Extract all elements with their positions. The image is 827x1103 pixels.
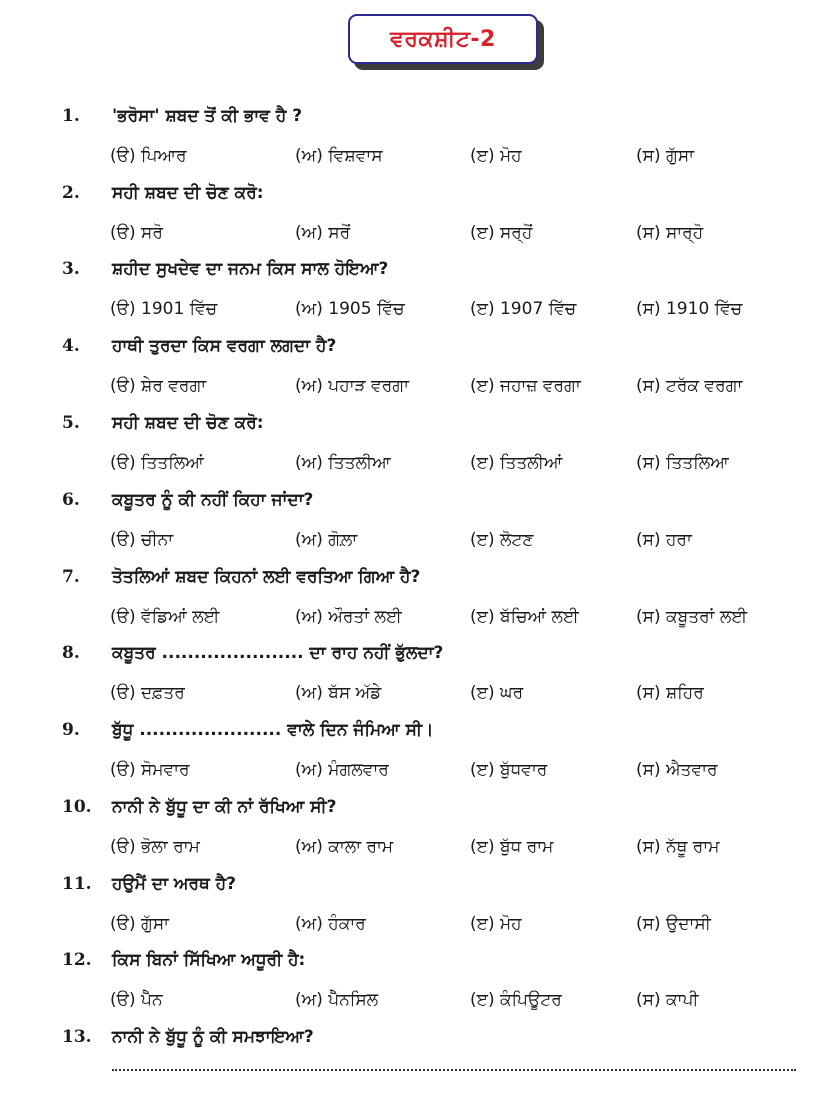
option-a: (ੳ) ਸ਼ੇਰ ਵਰਗਾ xyxy=(110,376,207,396)
title-badge-box xyxy=(348,14,538,64)
question-text: ਸਹੀ ਸ਼ਬਦ ਦੀ ਚੋਣ ਕਰੋ: xyxy=(112,183,264,203)
option-a: (ੳ) ਗੁੱਸਾ xyxy=(110,914,170,934)
question-number: 6. xyxy=(62,490,80,510)
worksheet-title-badge xyxy=(348,14,544,70)
question-text: ਸ਼ਹੀਦ ਸੁਖਦੇਵ ਦਾ ਜਨਮ ਕਿਸ ਸਾਲ ਹੋਇਆ? xyxy=(112,259,389,279)
option-c: (ੲ) ਘਰ xyxy=(470,683,524,703)
option-b: (ਅ) ਪੈੱਨਸਿਲ xyxy=(295,990,379,1010)
option-c: (ੲ) 1907 ਵਿੱਚ xyxy=(470,299,577,319)
option-d: (ਸ) ਨੱਥੂ ਰਾਮ xyxy=(636,837,720,857)
option-b: (ਅ) ਕਾਲਾ ਰਾਮ xyxy=(295,837,394,857)
question-text: ਹਉਮੈਂ ਦਾ ਅਰਥ ਹੈ? xyxy=(112,874,237,894)
question-text: ਕਬੂਤਰ ...................... ਦਾ ਰਾਹ ਨਹੀਂ ਭੁੱਲਦਾ? xyxy=(112,643,444,663)
question-number: 9. xyxy=(62,720,80,740)
question-item xyxy=(0,565,827,642)
question-item xyxy=(0,411,827,488)
question-number: 13. xyxy=(62,1027,92,1047)
question-number: 4. xyxy=(62,336,80,356)
question-item xyxy=(0,948,827,1025)
option-d: (ਸ) ਕਬੂਤਰਾਂ ਲਈ xyxy=(636,607,748,627)
question-item xyxy=(0,872,827,949)
question-item xyxy=(0,795,827,872)
option-b: (ਅ) ਵਿਸ਼ਵਾਸ xyxy=(295,146,383,166)
option-d: (ਸ) ਉਦਾਸੀ xyxy=(636,914,711,934)
option-c: (ੲ) ਬੁੱਧ ਰਾਮ xyxy=(470,837,554,857)
option-d: (ਸ) 1910 ਵਿੱਚ xyxy=(636,299,743,319)
option-d: (ਸ) ਟਰੱਕ ਵਰਗਾ xyxy=(636,376,743,396)
question-number: 8. xyxy=(62,643,80,663)
option-c: (ੲ) ਲੋਟਣ xyxy=(470,530,534,550)
question-item xyxy=(0,488,827,565)
option-a: (ੳ) ਵੱਡਿਆਂ ਲਈ xyxy=(110,607,220,627)
option-d: (ਸ) ਗੁੱਸਾ xyxy=(636,146,695,166)
option-c: (ੲ) ਤਿਤਲੀਆਂ xyxy=(470,453,563,473)
option-a: (ੳ) 1901 ਵਿੱਚ xyxy=(110,299,218,319)
option-b: (ਅ) ਗੋਲ਼ਾ xyxy=(295,530,358,550)
question-number: 1. xyxy=(62,106,80,126)
question-number: 10. xyxy=(62,797,92,817)
question-number: 2. xyxy=(62,183,80,203)
question-text: ਨਾਨੀ ਨੇ ਬੁੱਧੂ ਨੂੰ ਕੀ ਸਮਝਾਇਆ? xyxy=(112,1027,314,1047)
option-a: (ੳ) ਸੋਮਵਾਰ xyxy=(110,760,190,780)
question-item xyxy=(0,641,827,718)
question-number: 11. xyxy=(62,874,92,894)
option-a: (ੳ) ਤਿਤਲਿਆਂ xyxy=(110,453,204,473)
option-d: (ਸ) ਕਾਪੀ xyxy=(636,990,699,1010)
question-number: 3. xyxy=(62,259,80,279)
option-c: (ੲ) ਬੁੱਧਵਾਰ xyxy=(470,760,548,780)
option-b: (ਅ) ਔਰਤਾਂ ਲਈ xyxy=(295,607,402,627)
option-c: (ੲ) ਮੋਹ xyxy=(470,146,522,166)
option-b: (ਅ) ਮੰਗਲਵਾਰ xyxy=(295,760,389,780)
question-text: ਕਿਸ ਬਿਨਾਂ ਸਿੱਖਿਆ ਅਧੂਰੀ ਹੈ: xyxy=(112,950,306,970)
option-b: (ਅ) 1905 ਵਿੱਚ xyxy=(295,299,405,319)
question-item xyxy=(0,334,827,411)
option-d: (ਸ) ਸ਼ਹਿਰ xyxy=(636,683,704,703)
question-item xyxy=(0,257,827,334)
option-b: (ਅ) ਬੱਸ ਅੱਡੇ xyxy=(295,683,382,703)
question-text: ਹਾਥੀ ਤੁਰਦਾ ਕਿਸ ਵਰਗਾ ਲਗਦਾ ਹੈ? xyxy=(112,336,337,356)
question-item xyxy=(0,718,827,795)
question-item xyxy=(0,1025,827,1065)
option-a: (ੳ) ਦਫ਼ਤਰ xyxy=(110,683,185,703)
question-number: 5. xyxy=(62,413,80,433)
question-text: ਸਹੀ ਸ਼ਬਦ ਦੀ ਚੋਣ ਕਰੋ: xyxy=(112,413,264,433)
option-d: (ਸ) ਸਾਰ੍ਹੋ xyxy=(636,223,704,243)
option-a: (ੳ) ਸਰੋ xyxy=(110,223,163,243)
question-text: ਕਬੂਤਰ ਨੂੰ ਕੀ ਨਹੀਂ ਕਿਹਾ ਜਾਂਦਾ? xyxy=(112,490,314,510)
option-b: (ਅ) ਸਰੋਂ xyxy=(295,223,351,243)
option-c: (ੲ) ਸਰ੍ਹੋਂ xyxy=(470,223,533,243)
question-number: 12. xyxy=(62,950,92,970)
option-c: (ੲ) ਕੰਪਿਊਟਰ xyxy=(470,990,562,1010)
option-c: (ੲ) ਬੱਚਿਆਂ ਲਈ xyxy=(470,607,579,627)
option-d: (ਸ) ਹਰਾ xyxy=(636,530,692,550)
question-item xyxy=(0,104,827,181)
question-text: ਬੁੱਧੂ ...................... ਵਾਲੇ ਦਿਨ ਜੰਮਿਆ ਸੀ। xyxy=(112,720,434,740)
option-c: (ੲ) ਜਹਾਜ਼ ਵਰਗਾ xyxy=(470,376,581,396)
option-a: (ੳ) ਪੈੱਨ xyxy=(110,990,163,1010)
question-text: ਤੋਤਲਿਆਂ ਸ਼ਬਦ ਕਿਹਨਾਂ ਲਈ ਵਰਤਿਆ ਗਿਆ ਹੈ? xyxy=(112,567,421,587)
question-text: 'ਭਰੋਸਾ' ਸ਼ਬਦ ਤੋਂ ਕੀ ਭਾਵ ਹੈ ? xyxy=(112,106,303,126)
option-b: (ਅ) ਪਹਾੜ ਵਰਗਾ xyxy=(295,376,409,396)
question-item xyxy=(0,181,827,258)
option-a: (ੳ) ਭੋਲਾ ਰਾਮ xyxy=(110,837,200,857)
question-text: ਨਾਨੀ ਨੇ ਬੁੱਧੂ ਦਾ ਕੀ ਨਾਂ ਰੱਖਿਆ ਸੀ? xyxy=(112,797,337,817)
option-a: (ੳ) ਚੀਨਾ xyxy=(110,530,174,550)
question-number: 7. xyxy=(62,567,80,587)
option-a: (ੳ) ਪਿਆਰ xyxy=(110,146,187,166)
option-c: (ੲ) ਮੋਹ xyxy=(470,914,522,934)
page-title: ਵਰਕਸ਼ੀਟ-2 xyxy=(390,26,496,52)
answer-line[interactable] xyxy=(112,1069,796,1071)
option-d: (ਸ) ਐਤਵਾਰ xyxy=(636,760,718,780)
option-b: (ਅ) ਹੰਕਾਰ xyxy=(295,914,366,934)
option-d: (ਸ) ਤਿਤਲਿਆ xyxy=(636,453,729,473)
option-b: (ਅ) ਤਿਤਲੀਆ xyxy=(295,453,391,473)
